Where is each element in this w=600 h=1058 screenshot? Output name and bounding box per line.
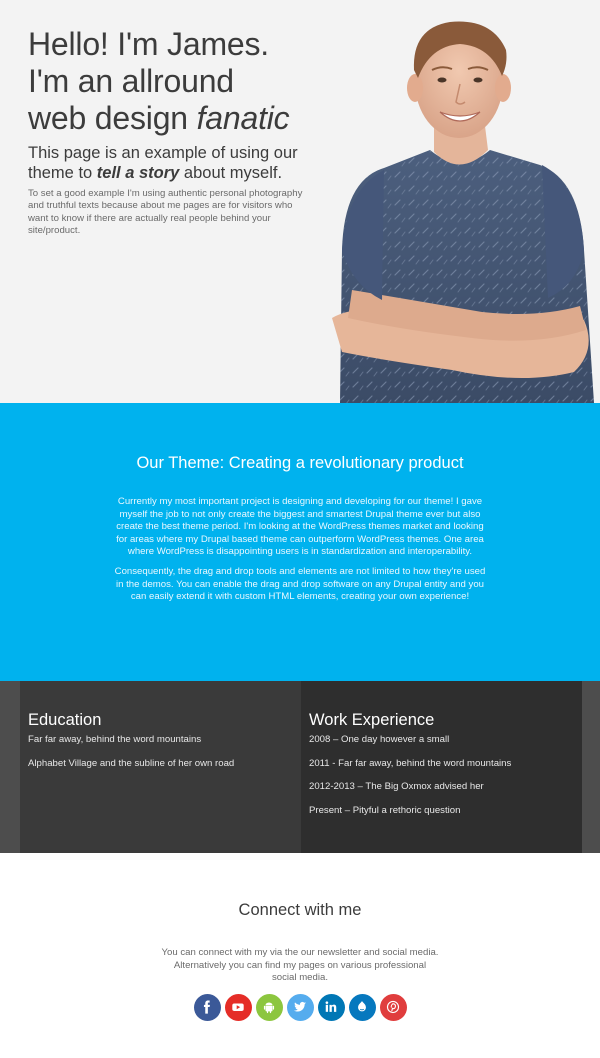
- twitter-button[interactable]: [287, 994, 314, 1021]
- android-button[interactable]: [256, 994, 283, 1021]
- pinterest-icon: [386, 1000, 400, 1014]
- linkedin-button[interactable]: [318, 994, 345, 1021]
- theme-paragraph-1: Currently my most important project is designing and developing for our theme! I gave myself the job to not only create the biggest and smartest Drupal theme ever but also create the best theme period. I'm looking at the WordPress themes market and looking for areas where my Drupal based theme can outperform WordPress themes. One area where WordPress is disappointing users is in standardization and interoperability.: [116, 496, 484, 558]
- linkedin-icon: [324, 1000, 338, 1014]
- theme-paragraph-2: Consequently, the drag and drop tools and elements are not limited to how they're used in the demos. You can enable the drag and drop software on any Drupal entity and you can easily extend it with custom HTML elements, creating your own experience!: [114, 565, 486, 603]
- work-item: 2012-2013 – The Big Oxmox advised her: [309, 781, 484, 792]
- education-item: Alphabet Village and the subline of her own road: [28, 758, 235, 769]
- drupal-button[interactable]: [349, 994, 376, 1021]
- connect-paragraph: You can connect with my via the our newsletter and social media. Alternatively you can find my pages on various professional social media.: [161, 947, 439, 984]
- work-item: 2008 – One day however a small: [309, 734, 450, 745]
- work-item: 2011 - Far far away, behind the word mountains: [309, 757, 512, 769]
- education-item: Far far away, behind the word mountains: [28, 734, 202, 745]
- social-links: [0, 994, 600, 1021]
- android-icon: [262, 1000, 276, 1014]
- work-experience-column: [301, 681, 582, 853]
- theme-section: [0, 403, 600, 681]
- pinterest-button[interactable]: [380, 994, 407, 1021]
- youtube-button[interactable]: [225, 994, 252, 1021]
- work-experience-title: Work Experience: [309, 711, 435, 729]
- hero-heading: Hello! I'm James. I'm an allround web design fanatic: [28, 26, 290, 136]
- hero-paragraph: To set a good example I'm using authentic personal photography and truthful texts because about me pages are for visitors who want to know if there are actually real people behind your site/product.: [28, 188, 303, 237]
- facebook-icon: [200, 1000, 214, 1014]
- youtube-icon: [231, 1000, 245, 1014]
- resume-section: [0, 681, 600, 853]
- portrait-photo: [322, 0, 600, 403]
- education-title: Education: [28, 711, 102, 729]
- facebook-button[interactable]: [194, 994, 221, 1021]
- theme-title: Our Theme: Creating a revolutionary product: [136, 454, 464, 472]
- drupal-icon: [355, 1000, 369, 1014]
- twitter-icon: [293, 1000, 307, 1014]
- connect-section: [0, 853, 600, 1058]
- connect-title: Connect with me: [238, 901, 362, 919]
- education-column: [20, 681, 301, 853]
- hero-section: [0, 0, 600, 403]
- work-item: Present – Pityful a rethoric question: [309, 804, 461, 816]
- hero-text: [28, 26, 318, 238]
- hero-subheading: This page is an example of using our theme to tell a story about myself.: [28, 144, 298, 182]
